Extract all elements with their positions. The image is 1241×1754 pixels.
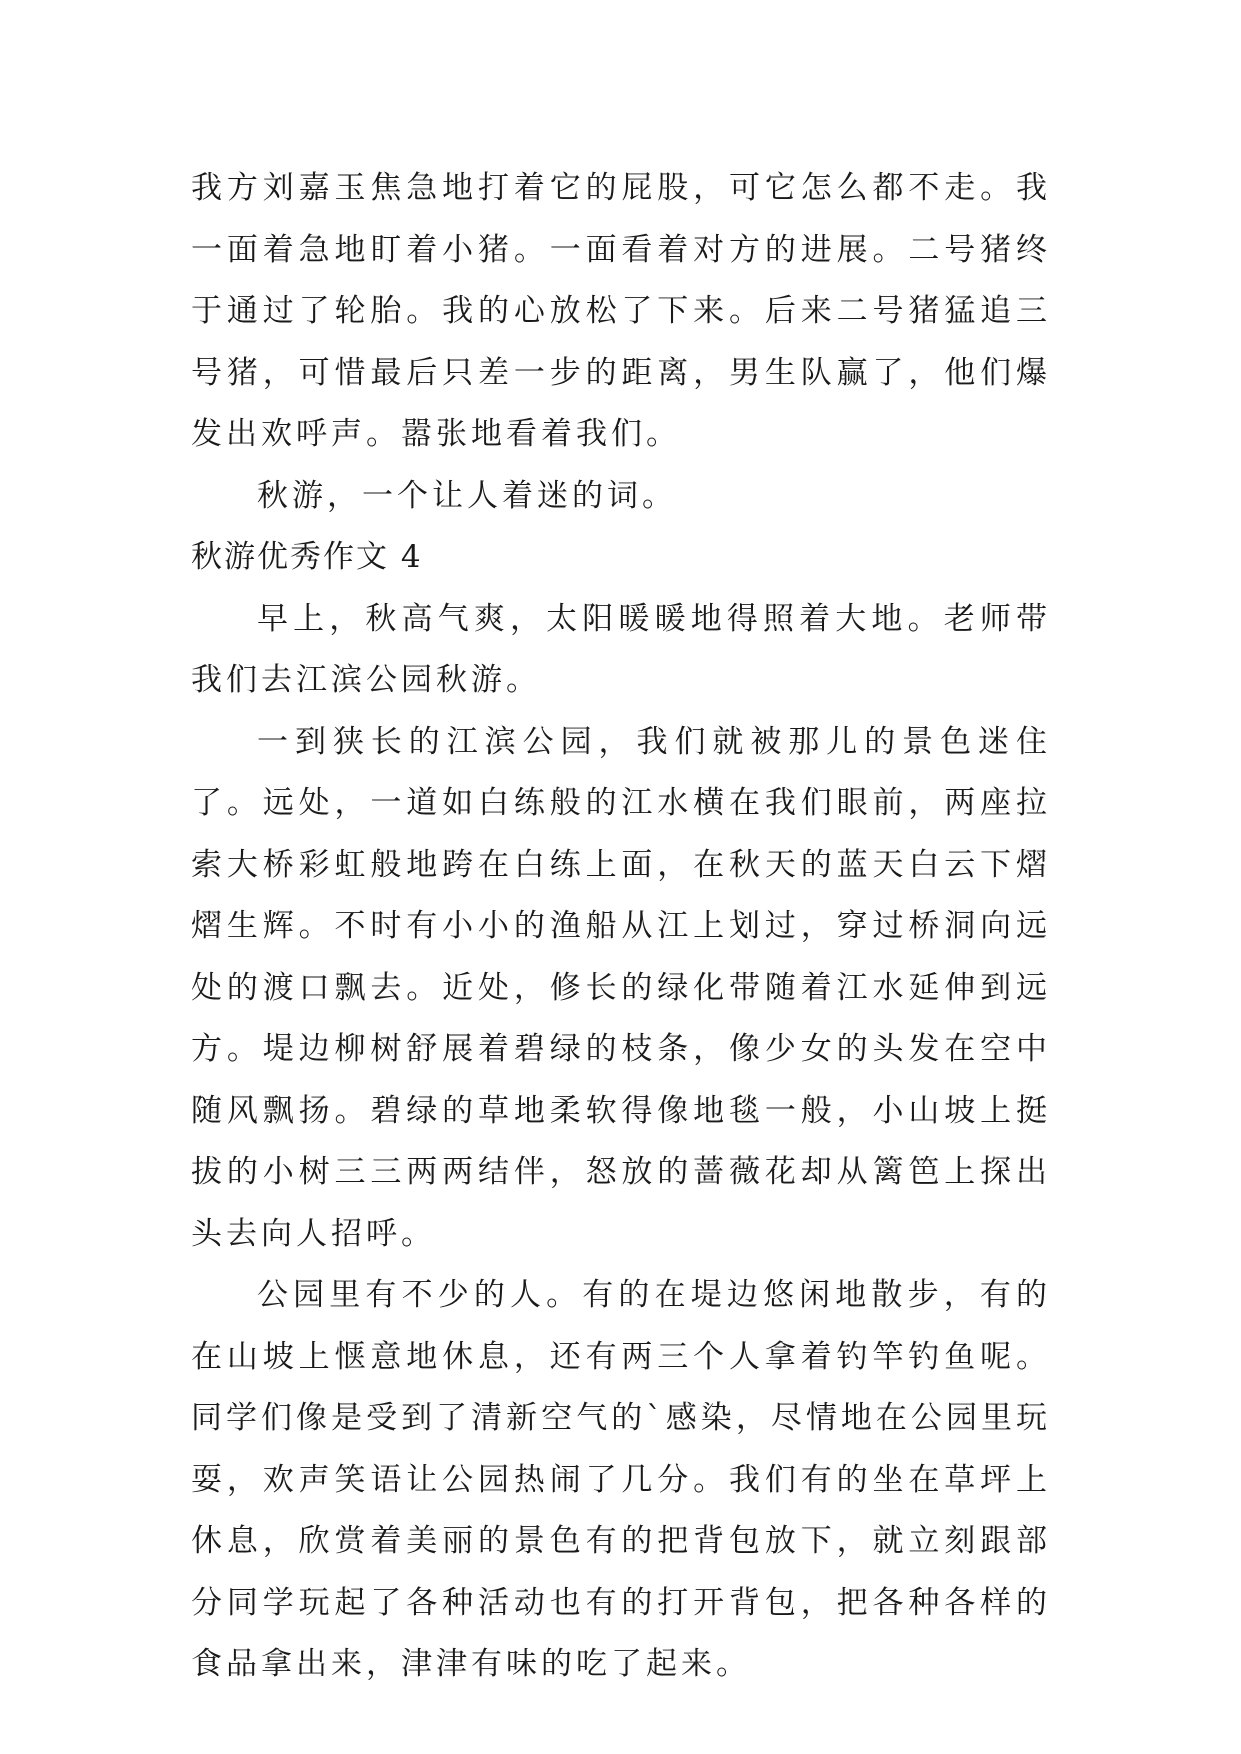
section-title: 秋游优秀作文 4 (191, 539, 423, 575)
closing-line: 秋游，一个让人着迷的词。 (257, 477, 677, 514)
continued-paragraph: 我方刘嘉玉焦急地打着它的屁股，可它怎么都不走。我一面着急地盯着小猪。一面看着对方的进展。二号猪终于通过了轮胎。我的心放松了下来。后来二号猪猛追三号猪，可惜最后只差一步的距离，男生队赢了，他们爆发出欢呼声。嚣张地看着我们。 (191, 170, 1051, 452)
paragraph-scenery: 一到狭长的江滨公园，我们就被那儿的景色迷住了。远处，一道如白练般的江水横在我们眼前，两座拉索大桥彩虹般地跨在白练上面，在秋天的蓝天白云下熠熠生辉。不时有小小的渔船从江上划过，穿过桥洞向远处的渡口飘去。近处，修长的绿化带随着江水延伸到远方。堤边柳树舒展着碧绿的枝条，像少女的头发在空中随风飘扬。碧绿的草地柔软得像地毯一般，小山坡上挺拔的小树三三两两结伴，怒放的蔷薇花却从篱笆上探出头去向人招呼。 (191, 723, 1051, 1252)
paragraph-park-people: 公园里有不少的人。有的在堤边悠闲地散步，有的在山坡上惬意地休息，还有两三个人拿着钓竿钓鱼呢。同学们像是受到了清新空气的`感染，尽情地在公园里玩耍，欢声笑语让公园热闹了几分。我们有的坐在草坪上休息，欣赏着美丽的景色有的把背包放下，就立刻跟部分同学玩起了各种活动也有的打开背包，把各种各样的食品拿出来，津津有味的吃了起来。 (191, 1277, 1051, 1682)
document-body (191, 158, 1051, 1696)
paragraph-morning: 早上，秋高气爽，太阳暖暖地得照着大地。老师带我们去江滨公园秋游。 (191, 600, 1051, 698)
